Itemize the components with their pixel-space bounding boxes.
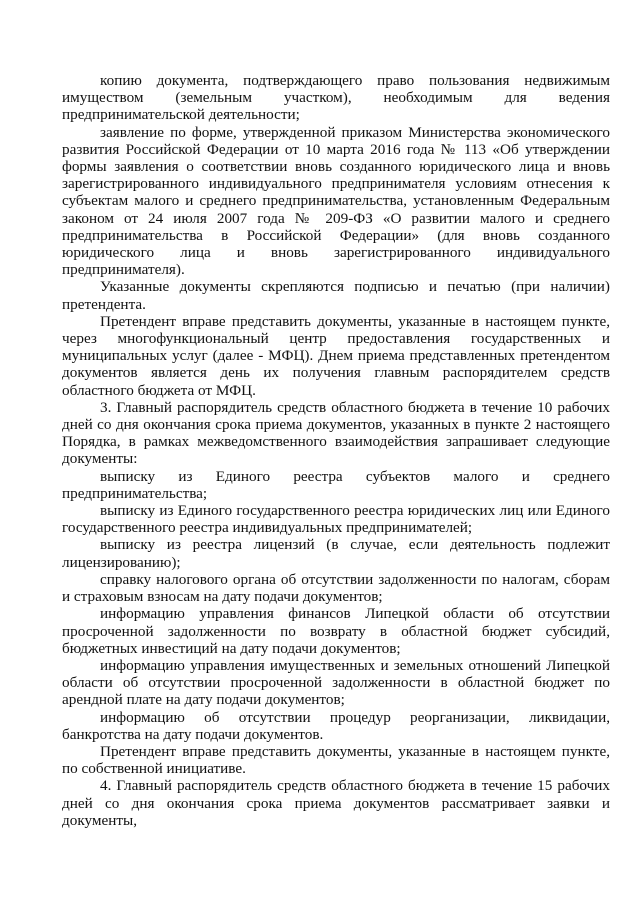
document-page bbox=[62, 72, 610, 829]
paragraph-section-4: 4. Главный распорядитель средств областного бюджета в течение 15 рабочих дней со дня окончания срока приема документов рассматривает заявки и документы, bbox=[62, 777, 610, 829]
list-item-finance-info: информацию управления финансов Липецкой области об отсутствии просроченной задолженности по возврату в областной бюджет субсидий, бюджетных инвестиций на дату подачи документов; bbox=[62, 605, 610, 657]
paragraph-signature-seal: Указанные документы скрепляются подписью и печатью (при наличии) претендента. bbox=[62, 278, 610, 313]
paragraph-application-form: заявление по форме, утвержденной приказом Министерства экономического развития Российской Федерации от 10 марта 2016 года № 113 «Об утверждении формы заявления о соответствии вновь созданного юридического лица и вновь зарегистрированного индивидуального предпринимателя условиям отнесения к субъектам малого и среднего предпринимательства, установленным Федеральным законом от 24 июля 2007 года № 209-ФЗ «О развитии малого и среднего предпринимательства в Российской Федерации» (для вновь созданного юридического лица и вновь зарегистрированного индивидуального предпринимателя). bbox=[62, 123, 610, 279]
list-item-license-registry: выписку из реестра лицензий (в случае, если деятельность подлежит лицензированию); bbox=[62, 536, 610, 571]
list-item-state-registry: выписку из Единого государственного реестра юридических лиц или Единого государственного реестра индивидуальных предпринимателей; bbox=[62, 502, 610, 537]
paragraph-own-initiative: Претендент вправе представить документы, указанные в настоящем пункте, по собственной инициативе. bbox=[62, 742, 610, 778]
paragraph-mfc-submission: Претендент вправе представить документы, указанные в настоящем пункте, через многофункциональный центр предоставления государственных и муниципальных услуг (далее - МФЦ). Днем приема представленных претендентом документов является день их получения главным распорядителем средств областного бюджета от МФЦ. bbox=[62, 312, 610, 399]
paragraph-section-3: 3. Главный распорядитель средств областного бюджета в течение 10 рабочих дней со дня окончания срока приема документов, указанных в пункте 2 настоящего Порядка, в рамках межведомственного взаимодействия запрашивает следующие документы: bbox=[62, 398, 610, 468]
paragraph-property-right-doc: копию документа, подтверждающего право пользования недвижимым имуществом (земельным участком), необходимым для ведения предпринимательской деятельности; bbox=[62, 72, 610, 124]
list-item-tax-certificate: справку налогового органа об отсутствии задолженности по налогам, сборам и страховым взносам на дату подачи документов; bbox=[62, 570, 610, 606]
list-item-sme-registry: выписку из Единого реестра субъектов малого и среднего предпринимательства; bbox=[62, 467, 610, 502]
list-item-reorganization-info: информацию об отсутствии процедур реорганизации, ликвидации, банкротства на дату подачи документов. bbox=[62, 708, 610, 743]
list-item-property-info: информацию управления имущественных и земельных отношений Липецкой области об отсутствии просроченной задолженности в областной бюджет по арендной плате на дату подачи документов; bbox=[62, 656, 610, 709]
